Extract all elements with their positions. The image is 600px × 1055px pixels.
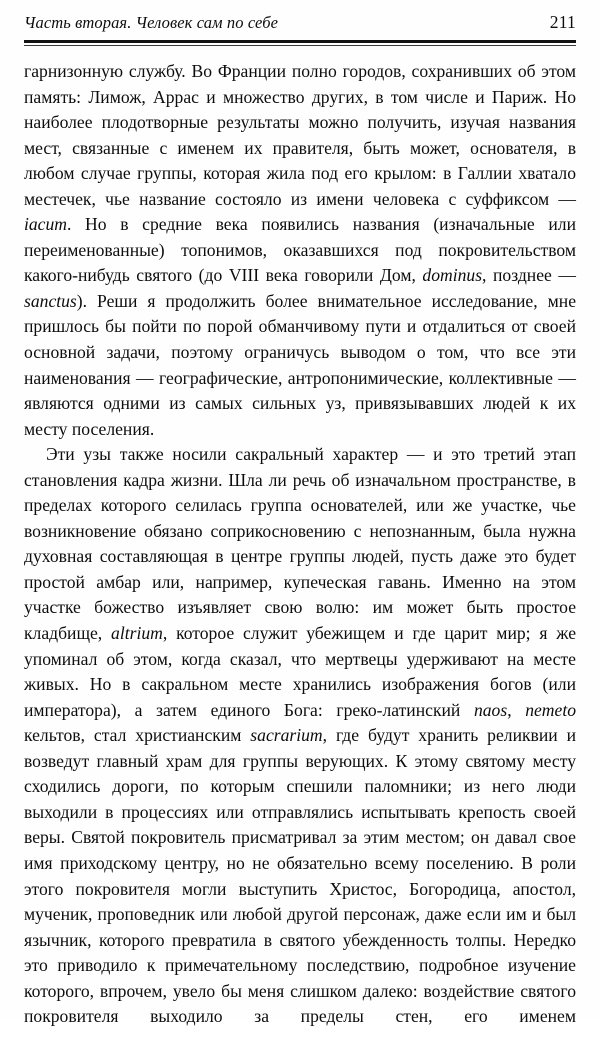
paragraph-2-text-part-4: кельтов, стал христианским <box>24 725 251 746</box>
latin-term-iacum: iacum <box>24 214 67 235</box>
paragraph-2-text-part-3: , <box>507 699 526 720</box>
paragraph-1-text-part-1: гарнизонную службу. Во Франции полно городов, сохранивших об этом память: Лимож, Аррас и множество других, в том числе и Париж. Но наиболее плодотворные результаты можно получить, изучая названия мест, связанные с именем их правителя, быть может, основателя, в любом случае группы, которая жила под его крылом: в Галлии хватало местечек, чье название состояло из имени человека с суффиксом — <box>24 61 576 209</box>
page-number: 211 <box>549 12 576 32</box>
latin-term-naos: naos <box>473 699 508 720</box>
paragraph-1-text-part-4: ). Реши я продолжить более внимательное исследование, мне пришлось бы пойти по порой обманчивому пути и отдалиться от своей основной задачи, поэтому ограничусь выводом о том, что все эти наименования — географические, антропонимические, коллективные — являются одними из самых сильных уз, привязывавших людей к их месту поселения. <box>24 290 576 439</box>
paragraph-2-text-part-5: , где будут хранить реликвии и возведут главный храм для группы верующих. К этому святому месту сходились дороги, по которым спешили паломники; из него люди выходили в процессиях или отправлялись испытывать крепость своей веры. Святой покровитель присматривал за этим местом; он давал свое имя приходскому центру, но не обязательно всему поселению. В роли этого покровителя могли выступить Христос, Богородица, апостол, мученик, проповедник или любой другой персонаж, даже если им и был язычник, которого превратила в святого убежденность толпы. Нередко это приводило к примечательному последствию, подробное изучение которого, впрочем, увело бы меня слишком далеко: воздействие святого покровителя выходило за пределы стен, его именем <box>24 725 577 1027</box>
paragraph-2-text-part-1: Эти узы также носили сакральный характер — и это третий этап становления кадра жизни. Шла ли речь об изначальном пространстве, в пределах которого селилась группа основателей, или же участке, чье возникновение обязано соприкосновению с непознанным, была нужна духовная составляющая в центре группы людей, пусть даже это будет простой амбар или, например, купеческая гавань. Именно на этом участке божество изъявляет свою волю: им может быть простое кладбище, <box>24 444 576 644</box>
paragraph-2 <box>24 442 576 1055</box>
latin-term-nemeto: nemeto <box>525 699 577 720</box>
header-rule-thin <box>24 45 576 46</box>
page-body <box>24 59 576 1055</box>
paragraph-1-text-part-3: , позднее — <box>482 265 576 286</box>
paragraph-2-text-part-2: , которое служит убежищем и где царит мир; я же упоминал об этом, когда сказал, что мертвецы удерживают на месте живых. Но в сакральном месте хранились изображения богов (или императора), а затем единого Бога: греко-латинский <box>24 623 577 720</box>
running-head: Часть вторая. Человек сам по себе <box>24 13 279 32</box>
page-header <box>24 0 576 38</box>
latin-term-sanctus: sanctus <box>24 290 77 311</box>
paragraph-1-text-part-2: . Но в средние века появились названия (изначальные или переименованные) топонимов, оказавшихся под покровительством какого-нибудь святого (до VIII века говорили Дом, <box>24 214 576 286</box>
paragraph-1 <box>24 59 576 442</box>
latin-term-dominus: dominus <box>422 265 483 286</box>
header-double-rule <box>24 40 576 46</box>
latin-term-sacrarium: sacrarium <box>250 725 323 746</box>
latin-term-altrium: altrium <box>111 623 163 644</box>
